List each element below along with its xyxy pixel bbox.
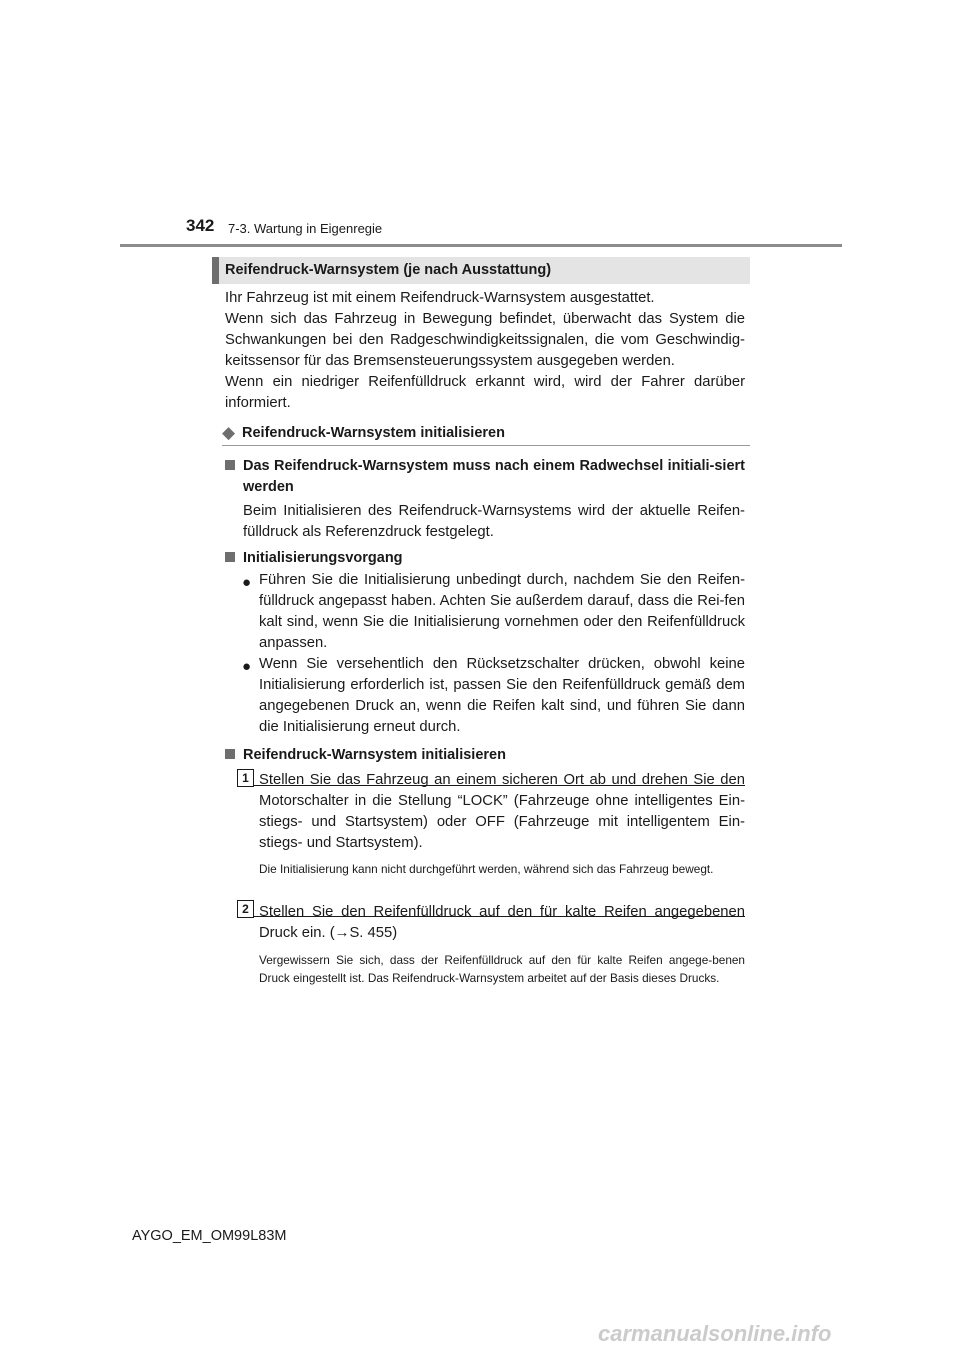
bullet-item: ● Führen Sie die Initialisierung unbedingt durch, nachdem Sie den Reifen-fülldruck angepasst haben. Achten Sie außerdem darauf, dass die Rei-fen kalt sind, wenn Sie die Initialisierung vornehmen oder den Reifenfülldruck anpassen.: [242, 572, 745, 651]
block2-heading: Initialisierungsvorgang: [225, 548, 745, 569]
step-2-note: Vergewissern Sie sich, dass der Reifenfülldruck auf den für kalte Reifen angege-benen Druck eingestellt ist. Das Reifendruck-Warnsystem arbeitet auf der Basis dieses Drucks.: [259, 953, 745, 985]
document-code: AYGO_EM_OM99L83M: [132, 1228, 287, 1244]
intro-paragraph-3: Wenn ein niedriger Reifenfülldruck erkannt wird, wird der Fahrer darüber informiert.: [225, 374, 745, 411]
header-divider: [120, 244, 842, 247]
section-title: Reifendruck-Warnsystem (je nach Ausstattung): [225, 262, 552, 278]
intro-paragraph-2: Wenn sich das Fahrzeug in Bewegung befindet, überwacht das System die Schwankungen bei den Radgeschwindigkeitssignalen, die vom Geschwindig-keitssensor für das Bremsensteuerungssystem ausgegeben werden.: [225, 311, 745, 369]
square-bullet-icon: [225, 460, 235, 470]
section-header-bar: [212, 257, 219, 284]
bullet-icon: ●: [242, 574, 252, 591]
bullet-item: ● Wenn Sie versehentlich den Rücksetzschalter drücken, obwohl keine Initialisierung erforderlich ist, passen Sie den Reifenfülldruck gemäß dem angegebenen Druck an, wenn die Reifen kalt sind, und führen Sie dann die Initialisierung erneut durch.: [242, 656, 745, 735]
bullet-icon: ●: [242, 658, 252, 675]
section-header: [212, 257, 750, 284]
page-number: 342: [186, 216, 215, 235]
watermark: carmanualsonline.info: [598, 1321, 832, 1346]
subsection-heading: [222, 423, 750, 446]
step-1-text: Stellen Sie das Fahrzeug an einem sicheren Ort ab und drehen Sie den Motorschalter in die Stellung “LOCK” (Fahrzeuge ohne intelligentes Ein-stiegs- und Startsystem) oder OFF (Fahrzeuge mit intelligentem Ein-stiegs- und Startsystem).: [259, 772, 745, 851]
diamond-icon: ◆: [222, 423, 236, 442]
square-bullet-icon: [225, 749, 235, 759]
subsection-title: Reifendruck-Warnsystem initialisieren: [242, 425, 505, 441]
square-bullet-icon: [225, 552, 235, 562]
step-number-badge: 2: [237, 900, 254, 918]
step-1-note: Die Initialisierung kann nicht durchgeführt werden, während sich das Fahrzeug bewegt.: [259, 862, 714, 876]
block1-text: Beim Initialisieren des Reifendruck-Warnsystems wird der aktuelle Reifen-fülldruck als Referenzdruck festgelegt.: [243, 503, 745, 540]
block3-heading: Reifendruck-Warnsystem initialisieren: [225, 745, 745, 766]
chapter-label: 7-3. Wartung in Eigenregie: [228, 221, 383, 236]
step-number-badge: 1: [237, 769, 254, 787]
block1-heading: Das Reifendruck-Warnsystem muss nach einem Radwechsel initiali-siert werden: [225, 456, 745, 498]
intro-paragraph-1: Ihr Fahrzeug ist mit einem Reifendruck-Warnsystem ausgestattet.: [225, 290, 655, 306]
step-2-text: Stellen Sie den Reifenfülldruck auf den für kalte Reifen angegebenen Druck ein. (→S. 455): [259, 904, 745, 941]
intro-text: [225, 288, 745, 414]
